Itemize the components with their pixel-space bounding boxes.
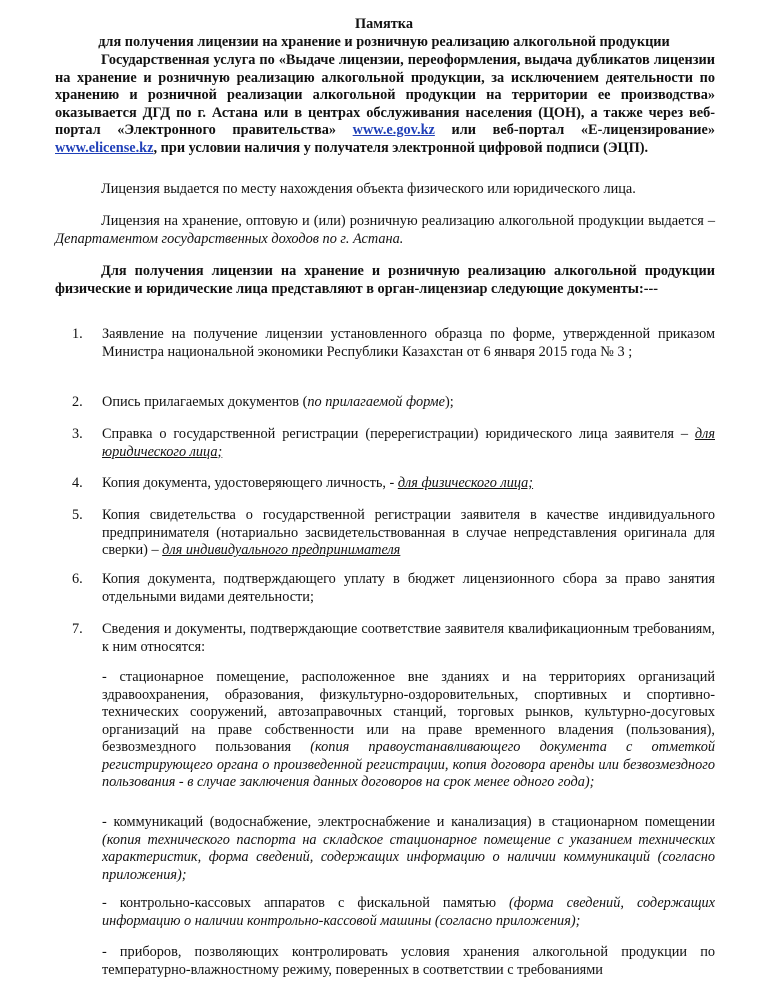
item-note: для физического лица; [397, 475, 534, 491]
requirement-item [102, 895, 715, 930]
requirement-text: - приборов, позволяющих контролировать условия хранения алкогольной продукции по температурно-влажностному режиму, поверенных в соответствии с требованиями [102, 944, 715, 978]
list-item [102, 475, 715, 493]
location-paragraph: Лицензия выдается по месту нахождения объекта физического или юридического лица. [101, 181, 636, 197]
item-text: Справка о государственной регистрации (перерегистрации) юридического лица заявителя – [102, 426, 688, 442]
document-title: Памятка [355, 16, 413, 32]
requirement-text: - коммуникаций (водоснабжение, электроснабжение и канализация) в стационарном помещении [102, 814, 715, 830]
requirement-item [102, 814, 715, 884]
item-number: 1. [72, 326, 83, 342]
requirement-note: (копия технического паспорта на складское стационарное помещение с указанием технических характеристик, форма сведений, содержащих информацию о наличии коммуникаций (согласно приложения); [102, 831, 715, 883]
issuer-text: Лицензия на хранение, оптовую и (или) розничную реализацию алкогольной продукции выдается – [101, 213, 715, 229]
item-number: 5. [72, 507, 83, 523]
item-number: 7. [72, 621, 83, 637]
item-number: 3. [72, 426, 83, 442]
intro-text-3: , при условии наличия у получателя электронной цифровой подписи (ЭЦП). [153, 139, 649, 156]
intro-text-1: Государственная услуга по «Выдаче лицензии, переоформления, выдача дубликатов лицензии на хранение и розничную реализацию алкогольной продукции, за исключением деятельности по хранению и розничной реализации алкогольной продукции на территории ее производства» оказывается ДГД по г. Астана или в центрах обслуживания населения (ЦОН), а также через веб-портал «Электронного правительства» [55, 52, 715, 138]
requirement-text: - стационарное помещение, расположенное вне зданиях и на территориях организаций здравоохранения, образования, физкультурно-оздоровительных, спортивных и спортивно-технических сооружений, автозаправочных станций, торговых рынков, культурно-досуговых организаций на праве собственности или на праве временного владения (пользования), безвозмездного пользования [102, 669, 715, 755]
egov-link[interactable]: www.e.gov.kz [352, 122, 435, 138]
item-note: по прилагаемой форме [307, 394, 446, 410]
requirement-item [102, 669, 715, 792]
list-item [102, 507, 715, 560]
documents-heading: Для получения лицензии на хранение и розничную реализацию алкогольной продукции физические и юридические лица представляют в орган-лицензиар следующие документы:--- [55, 263, 715, 297]
document-subtitle: для получения лицензии на хранение и розничную реализацию алкогольной продукции [98, 34, 670, 50]
item-note: для юридического лица; [102, 426, 715, 460]
requirement-note: (копия правоустанавливающего документа с отметкой регистрирующего органа о произведенной регистрации, копия договора аренды или безвозмездного пользования - в случае заключения данных договоров на срок менее одного года); [102, 739, 715, 790]
issuer-paragraph [55, 213, 715, 248]
item-text: Опись прилагаемых документов ( [102, 394, 308, 410]
issuer-name: Департаментом государственных доходов по г. Астана. [55, 230, 404, 247]
elicense-link[interactable]: www.elicense.kz [55, 139, 154, 156]
list-item [102, 426, 715, 461]
intro-text-2: или веб-портал «Е-лицензирование» [451, 122, 715, 138]
requirement-item [102, 944, 715, 979]
item-number: 6. [72, 571, 83, 587]
item-text: Копия документа, удостоверяющего личность, - [102, 475, 395, 491]
item-tail: ); [445, 394, 454, 410]
item-number: 4. [72, 475, 83, 491]
list-item: Заявление на получение лицензии установленного образца по форме, утвержденной приказом Министра национальной экономики Республики Казахстан от 6 января 2015 года № 3 ; [102, 326, 715, 360]
list-item: Копия документа, подтверждающего уплату в бюджет лицензионного сбора за право занятия отдельными видами деятельности; [102, 571, 715, 605]
intro-paragraph [55, 52, 715, 157]
item-number: 2. [72, 394, 83, 410]
list-item: Сведения и документы, подтверждающие соответствие заявителя квалификационным требованиям, к ним относятся: [102, 621, 715, 655]
requirement-note: (форма сведений, содержащих информацию о наличии контрольно-кассовой машины (согласно приложения); [102, 895, 715, 929]
list-item [102, 394, 715, 412]
requirement-text: - контрольно-кассовых аппаратов с фискальной памятью [102, 895, 496, 911]
item-text: Копия свидетельства о государственной регистрации заявителя в качестве индивидуального предпринимателя (нотариально засвидетельствованная в случае непредставления оригинала для сверки) – [102, 507, 715, 558]
item-note: для индивидуального предпринимателя [162, 542, 401, 558]
